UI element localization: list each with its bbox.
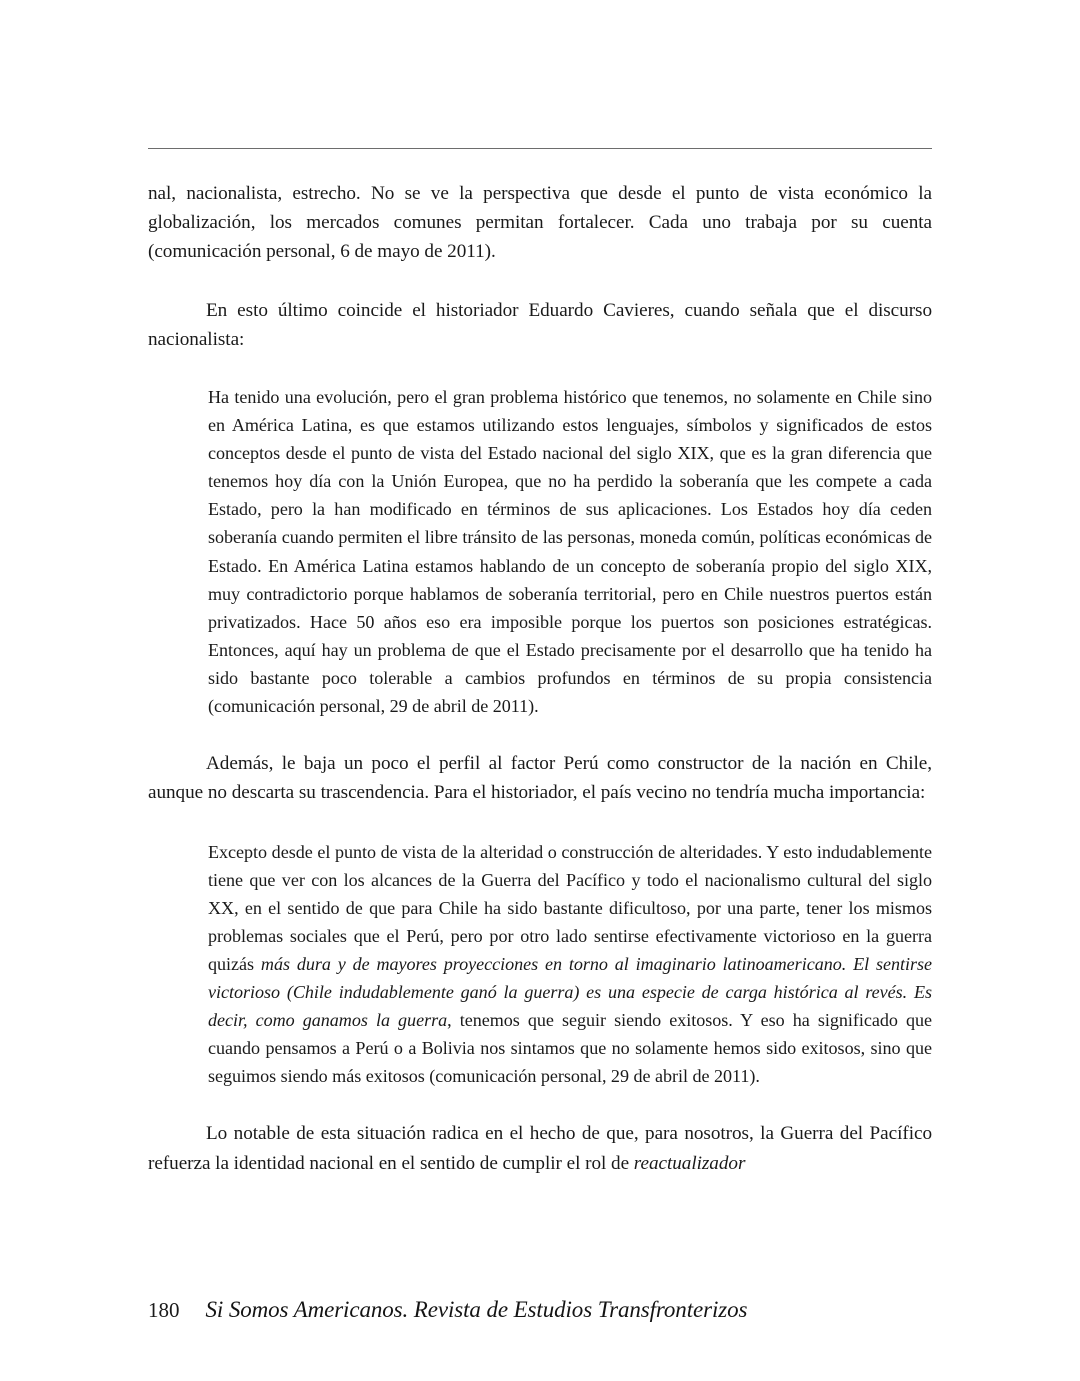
page-content: [148, 148, 932, 1178]
paragraph-continued: nal, nacionalista, estrecho. No se ve la perspectiva que desde el punto de vista económico la globalización, los mercados comunes permitan fortalecer. Cada uno trabaja por su cuenta (comunicación personal, 6 de mayo de 2011).: [148, 183, 932, 263]
quote-two-roman-tail: , tenemos que seguir siendo exitosos. Y eso ha significado que cuando pensamos a Perú o a Bolivia nos sintamos que no solamente hemos sido exitosos, sino que seguimos siendo más exitosos (comunicación personal, 29 de abril de 2011).: [208, 1010, 933, 1087]
paragraph-closing: [148, 1119, 932, 1177]
block-quote-one: Ha tenido una evolución, pero el gran problema histórico que tenemos, no solamente en Chile sino en América Latina, es que estamos utilizando estos lenguajes, símbolos y significados de estos conceptos desde el punto de vista del Estado nacional del siglo XIX, que es la gran diferencia que tenemos hoy día con la Unión Europea, que no ha perdido la soberanía que les compete a cada Estado, pero la han modificado en términos de sus aplicaciones. Los Estados hoy día ceden soberanía cuando permiten el libre tránsito de las personas, moneda común, políticas económicas de Estado. En América Latina estamos hablando de un concepto de soberanía propio del siglo XIX, muy contradictorio porque hablamos de soberanía territorial, pero en Chile nuestros puertos están privatizados. Hace 50 años eso era imposible porque los puertos son posiciones estratégicas. Entonces, aquí hay un problema de que el Estado precisamente por el desarrollo que ha tenido ha sido bastante poco tolerable a cambios profundos en términos de su propia consistencia (comunicación personal, 29 de abril de 2011).: [208, 387, 932, 717]
closing-roman-text: Lo notable de esta situación radica en el hecho de que, para nosotros, la Guerra del Pacífico refuerza la identidad nacional en el sentido de cumplir el rol de: [148, 1123, 932, 1174]
quote-two-italic-passage: más dura y de mayores proyecciones en torno al imaginario latinoamericano. El sentirse victorioso (Chile indudablemente ganó la guerra) es una especie de carga histórica al revés. Es decir, como ganamos la guerra: [208, 953, 933, 1031]
header-rule: [148, 148, 932, 149]
quote-two-roman-lead: Excepto desde el punto de vista de la alteridad o construcción de alteridades. Y esto indudablemente tiene que ver con los alcances de la Guerra del Pacífico y todo el nacionalismo cultural del siglo XX, en el sentido de que para Chile ha sido bastante dificultoso, por una parte, tener los mismos problemas sociales que el Perú, pero por otro lado sentirse efectivamente victorioso en la guerra quizás: [208, 841, 932, 974]
closing-italic-term: reactualizador: [633, 1152, 746, 1174]
paragraph-intro-peru: Además, le baja un poco el perfil al factor Perú como constructor de la nación en Chile, aunque no descarta su trascendencia. Para el historiador, el país vecino no tendría mucha importancia:: [148, 753, 932, 804]
page-footer: [148, 1296, 932, 1324]
block-quote-two: [208, 838, 932, 1091]
journal-title: Si Somos Americanos. Revista de Estudios Transfronterizos: [205, 1297, 748, 1322]
paragraph-intro-cavieres: En esto último coincide el historiador Eduardo Cavieres, cuando señala que el discurso nacionalista:: [148, 299, 932, 350]
page-number: 180: [148, 1298, 180, 1322]
